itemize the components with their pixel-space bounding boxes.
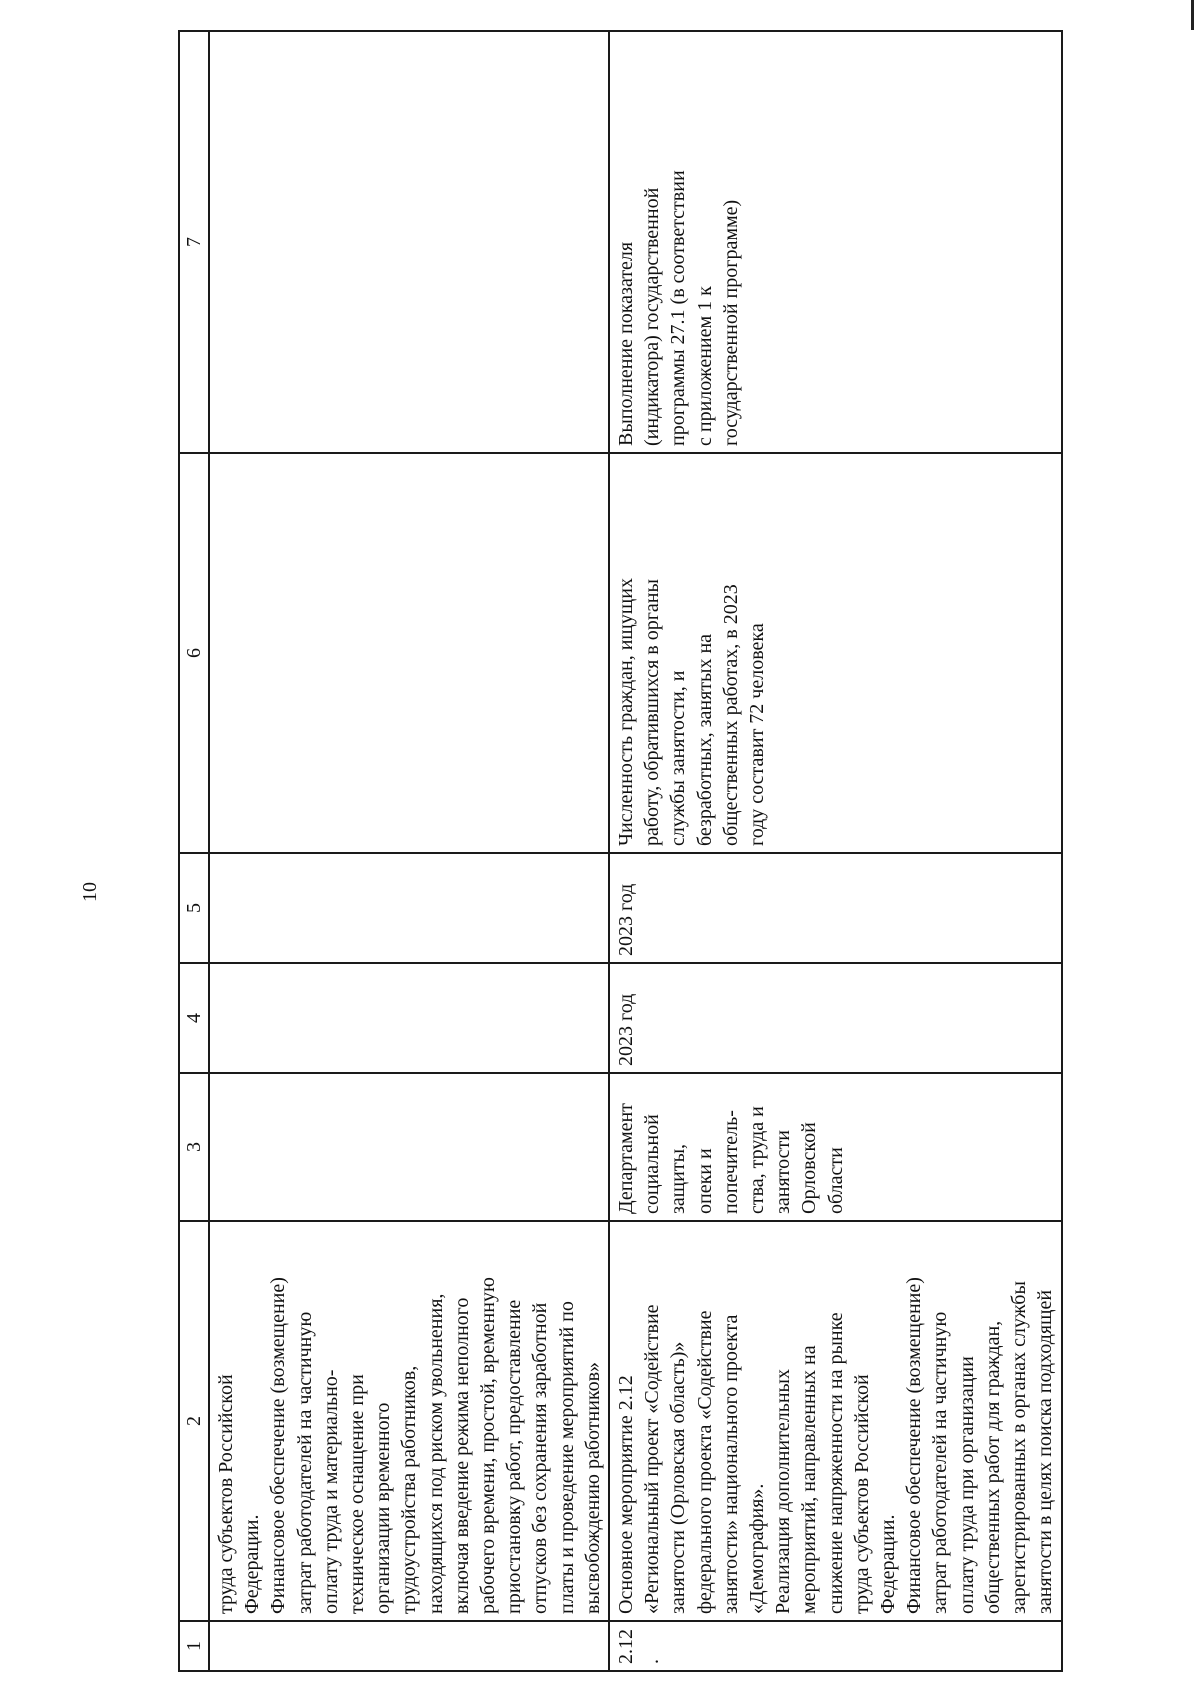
text-line: занятости» национального проекта (719, 1314, 742, 1614)
text-line: зарегистрированных в органах службы (1008, 1281, 1031, 1614)
row1-col1-cell (209, 1621, 609, 1671)
text-line: занятости (Орловская область)» (667, 1341, 690, 1614)
row2-col7-lines (613, 38, 744, 446)
rotated-table-wrapper (178, 32, 1062, 1672)
text-line: Федерации. (877, 1514, 900, 1614)
text-line: Финансовое обеспечение (возмещение) (903, 1277, 926, 1614)
header-col-3: 3 (179, 1073, 209, 1221)
text-line: ства, труда и (746, 1106, 769, 1214)
text-line: затрат работодателей на частичную (293, 1311, 316, 1614)
text-line: попечитель- (719, 1110, 742, 1214)
text-line: Финансовое обеспечение (возмещение) (267, 1277, 290, 1614)
row2-col3-lines (613, 1080, 849, 1214)
text-line: работу, обратившихся в органы (641, 579, 664, 846)
row2-responsible-executor (609, 1073, 1061, 1221)
text-line: защиты, (667, 1143, 690, 1214)
header-col-7: 7 (179, 31, 209, 453)
text-line: организации временного (372, 1402, 395, 1614)
text-line: трудоустройства работников, (398, 1365, 421, 1614)
text-line: службы занятости, и (667, 670, 690, 846)
text-line: техническое оснащение при (346, 1374, 369, 1614)
text-line: труда субъектов Российской (850, 1374, 873, 1614)
text-line: Федерации. (241, 1514, 264, 1614)
row2-col2-lines (613, 1228, 1058, 1614)
row1-col2-lines (213, 1228, 606, 1614)
text-line: платы и проведение мероприятий по (555, 1301, 578, 1614)
measures-table (178, 30, 1063, 1672)
text-line: находящихся под риском увольнения, (424, 1293, 447, 1614)
table-row-2-12 (609, 31, 1061, 1671)
row1-col6-cell (209, 453, 609, 853)
row2-start-date: 2023 год (609, 963, 1061, 1073)
text-line: с приложением 1 к (693, 286, 716, 446)
text-line: затрат работодателей на частичную (929, 1311, 952, 1614)
text-line: опеки и (693, 1148, 716, 1214)
text-line: государственной программе) (719, 199, 742, 446)
header-col-2: 2 (179, 1221, 209, 1621)
header-col-5: 5 (179, 853, 209, 963)
text-line: (индикатора) государственной (641, 187, 664, 446)
row2-measure-description (609, 1221, 1061, 1621)
text-line: «Демография». (746, 1483, 769, 1614)
text-line: Основное мероприятие 2.12 (615, 1375, 638, 1614)
header-col-1: 1 (179, 1621, 209, 1671)
page-number: 10 (79, 882, 101, 902)
text-line: программы 27.1 (в соответствии (667, 170, 690, 446)
text-line: году составит 72 человека (746, 623, 769, 846)
text-line: Реализация дополнительных (772, 1369, 795, 1614)
row1-measure-description (209, 1221, 609, 1621)
text-line: общественных работ для граждан, (981, 1320, 1004, 1614)
row2-number: 2.12. (609, 1621, 1061, 1671)
text-line: области (824, 1147, 847, 1214)
text-line: оплату труда и материально- (319, 1369, 342, 1614)
text-line: «Региональный проект «Содействие (641, 1304, 664, 1614)
text-line: снижение напряженности на рынке (824, 1312, 847, 1614)
text-line: занятости в целях поиска подходящей (1034, 1289, 1057, 1614)
text-line: занятости (772, 1130, 795, 1214)
header-col-4: 4 (179, 963, 209, 1073)
text-line: рабочего времени, простой, временную (477, 1277, 500, 1614)
text-line: оплату труда при организации (955, 1356, 978, 1614)
text-line: социальной (641, 1114, 664, 1214)
scan-edge-mark (1191, 0, 1194, 30)
row1-col5-cell (209, 853, 609, 963)
text-line: высвобождению работников» (581, 1361, 604, 1614)
text-line: Орловской (798, 1122, 821, 1214)
text-line: Численность граждан, ищущих (615, 578, 638, 846)
row1-col3-cell (209, 1073, 609, 1221)
table-row-continued (209, 31, 609, 1671)
row1-col7-cell (209, 31, 609, 453)
row2-col6-lines (613, 460, 770, 846)
text-line: включая введение режима неполного (450, 1297, 473, 1614)
text-line: общественных работах, в 2023 (719, 584, 742, 846)
table-header-row (179, 31, 209, 1671)
header-col-6: 6 (179, 453, 209, 853)
text-line: безработных, занятых на (693, 633, 716, 846)
row1-col4-cell (209, 963, 609, 1073)
row2-expected-result (609, 453, 1061, 853)
row2-indicator-link (609, 31, 1061, 453)
text-line: Выполнение показателя (615, 241, 638, 446)
row2-end-date: 2023 год (609, 853, 1061, 963)
text-line: труда субъектов Российской (215, 1374, 237, 1614)
text-line: приостановку работ, предоставление (503, 1299, 526, 1614)
text-line: мероприятий, направленных на (798, 1345, 821, 1614)
text-line: Департамент (615, 1103, 638, 1214)
text-line: отпусков без сохранения заработной (529, 1302, 552, 1614)
text-line: федерального проекта «Содействие (693, 1310, 716, 1614)
